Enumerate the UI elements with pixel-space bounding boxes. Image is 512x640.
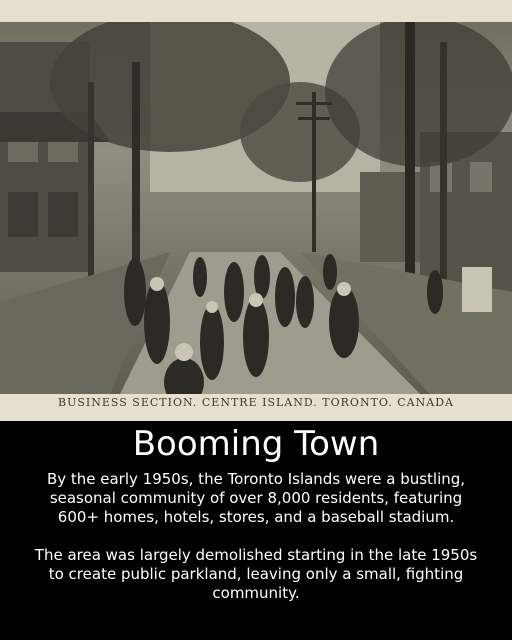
article-title: Booming Town — [132, 424, 380, 464]
postcard-caption: BUSINESS SECTION. CENTRE ISLAND. TORONTO. CANADA — [58, 396, 454, 409]
article-paragraph-2: The area was largely demolished starting in the late 1950s to create public parkland, leaving only a small, fighting community. — [34, 546, 478, 602]
article-paragraph-1: By the early 1950s, the Toronto Islands were a bustling, seasonal community of over 8,000 residents, featuring 600+ homes, hotels, stores, and a baseball stadium. — [46, 470, 466, 526]
street-scene-photo — [0, 22, 512, 394]
street-scene-illustration — [0, 22, 512, 394]
